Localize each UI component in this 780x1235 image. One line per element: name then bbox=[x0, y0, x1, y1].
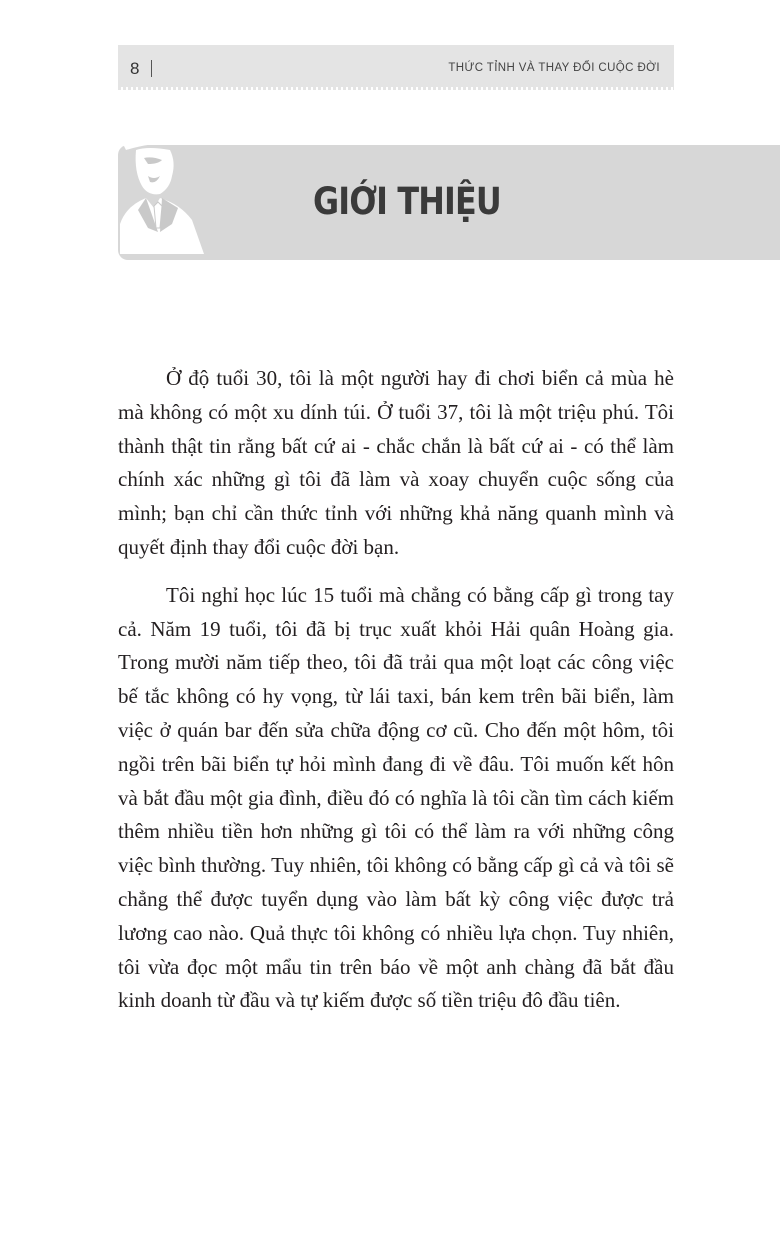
gentleman-portrait-icon bbox=[118, 128, 206, 254]
running-title: THỨC TỈNH VÀ THAY ĐỔI CUỘC ĐỜI bbox=[448, 62, 660, 74]
chapter-title: GIỚI THIỆU bbox=[313, 180, 501, 223]
body-text bbox=[118, 362, 674, 1032]
running-header bbox=[118, 45, 674, 88]
paragraph: Tôi nghỉ học lúc 15 tuổi mà chẳng có bằng cấp gì trong tay cả. Năm 19 tuổi, tôi đã bị trục xuất khỏi Hải quân Hoàng gia. Trong mười năm tiếp theo, tôi đã trải qua một loạt các công việc bế tắc không có hy vọng, từ lái taxi, bán kem trên bãi biển, làm việc ở quán bar đến sửa chữa động cơ cũ. Cho đến một hôm, tôi ngồi trên bãi biển tự hỏi mình đang đi về đâu. Tôi muốn kết hôn và bắt đầu một gia đình, điều đó có nghĩa là tôi cần tìm cách kiếm thêm nhiều tiền hơn những gì tôi có thể làm ra với những công việc bình thường. Tuy nhiên, tôi không có bằng cấp gì cả và tôi sẽ chẳng thể được tuyển dụng vào làm bất kỳ công việc được trả lương cao nào. Quả thực tôi không có nhiều lựa chọn. Tuy nhiên, tôi vừa đọc một mẩu tin trên báo về một anh chàng đã bắt đầu kinh doanh từ đầu và tự kiếm được số tiền triệu đô đầu tiên. bbox=[118, 582, 674, 1013]
paragraph: Ở độ tuổi 30, tôi là một người hay đi chơi biển cả mùa hè mà không có một xu dính túi. Ở tuổi 37, tôi là một triệu phú. Tôi thành thật tin rằng bất cứ ai - chắc chắn là bất cứ ai - có thể làm chính xác những gì tôi đã làm và xoay chuyển cuộc sống của mình; bạn chỉ cần thức tỉnh với những khả năng quanh mình và quyết định thay đổi cuộc đời bạn. bbox=[118, 366, 674, 559]
page-number-divider bbox=[151, 60, 152, 77]
page-number: 8 bbox=[130, 59, 140, 78]
